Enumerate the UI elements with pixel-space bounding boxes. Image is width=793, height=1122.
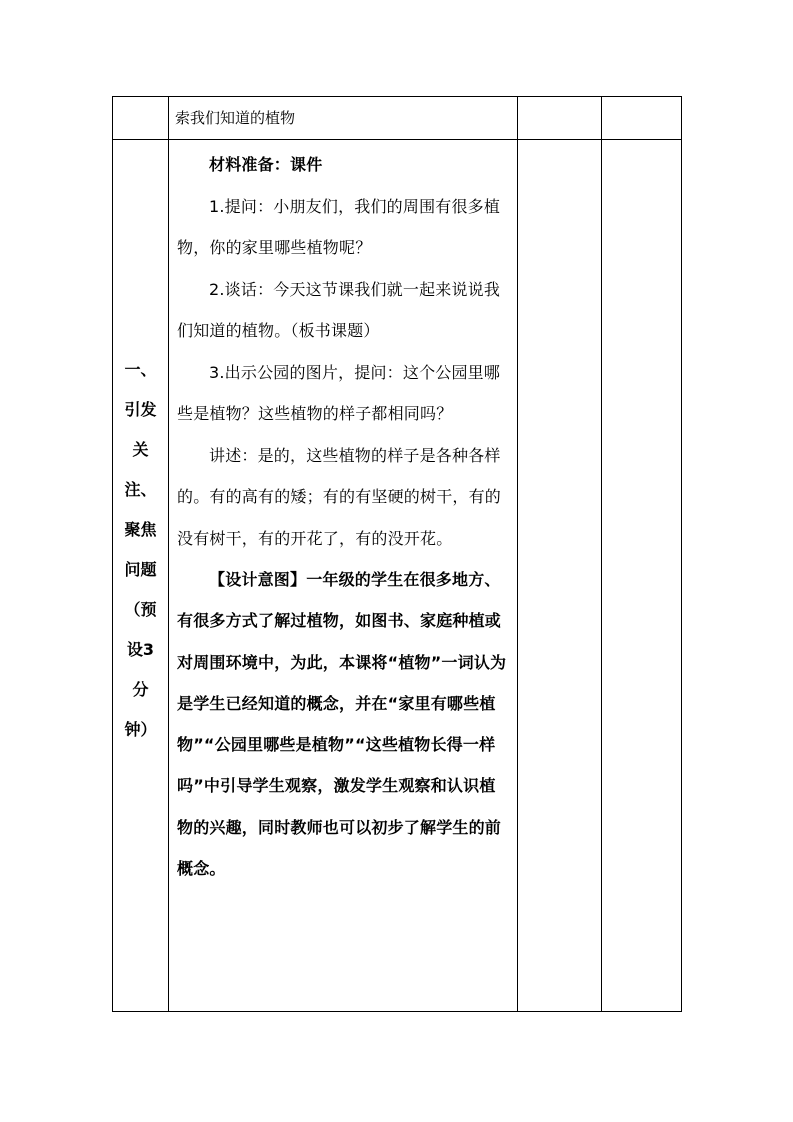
stage-label-line: 关	[132, 440, 149, 459]
lesson-plan-table	[112, 96, 682, 1012]
stage-label-line: 一、	[124, 360, 157, 379]
top-cell-stage	[113, 97, 169, 140]
question-3: 3.出示公园的图片，提问：这个公园里哪些是植物？这些植物的样子都相同吗？	[177, 362, 501, 423]
top-cell-blank-1	[518, 97, 602, 140]
stage-label-line: 分	[132, 680, 149, 699]
stage-label-line: 聚焦	[124, 520, 157, 539]
main-cell-blank-2	[602, 140, 682, 1012]
question-2: 2.谈话：今天这节课我们就一起来说说我们知道的植物。（板书课题）	[177, 279, 501, 340]
main-cell-blank-1	[518, 140, 602, 1012]
content-body	[169, 140, 517, 889]
top-cell-blank-2	[602, 97, 682, 140]
table-row-main	[113, 140, 682, 1012]
stage-label-line: 问题	[124, 560, 157, 579]
top-row-text: 索我们知道的植物	[175, 109, 296, 127]
stage-label	[113, 350, 168, 750]
stage-label-line: 注、	[124, 480, 157, 499]
stage-label-line: 引发	[124, 400, 157, 419]
stage-label-line: 钟）	[124, 720, 157, 739]
stage-label-line: （预	[124, 600, 157, 619]
material-prep: 材料准备：课件	[209, 155, 323, 174]
table-row-top	[113, 97, 682, 140]
question-1: 1.提问：小朋友们，我们的周围有很多植物，你的家里哪些植物呢？	[177, 196, 501, 257]
explanation: 讲述：是的，这些植物的样子是各种各样的。有的高有的矮；有的有坚硬的树干，有的没有树干，有的开花了，有的没开花。	[177, 445, 502, 548]
top-cell-content	[169, 97, 518, 140]
content-cell	[169, 140, 518, 1012]
stage-label-line: 设3	[126, 640, 155, 659]
design-intent: 【设计意图】一年级的学生在很多地方、有很多方式了解过植物，如图书、家庭种植或对周围环境中，为此，本课将“植物”一词认为是学生已经知道的概念，并在“家里有哪些植物”“公园里哪些是植物”“这些植物长得一样吗”中引导学生观察，激发学生观察和认识植物的兴趣，同时教师也可以初步了解学生的前概念。	[177, 570, 507, 879]
stage-label-cell	[113, 140, 169, 1012]
